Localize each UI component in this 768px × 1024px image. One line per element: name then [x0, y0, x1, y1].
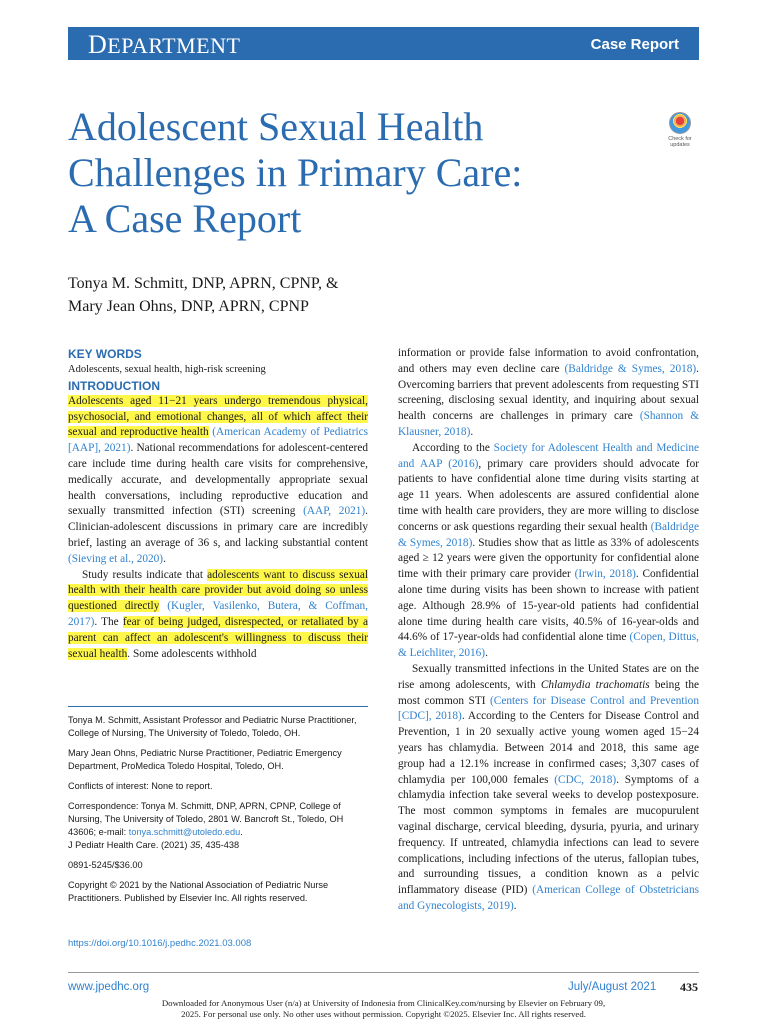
email-link[interactable]: tonya.schmitt@utoledo.edu [128, 827, 241, 837]
journal-pages: , 435-438 [200, 840, 240, 850]
doi-link[interactable]: https://doi.org/10.1016/j.pedhc.2021.03.008 [68, 938, 252, 949]
check-for-updates-badge[interactable] [659, 112, 701, 152]
body-text: , primary care providers should advocate for patients to have confidential alone time during visits starting at age 11 years. When adolescents are assured confidential alone time with health care providers, they are more willing to disclose concerns or ask questions regarding their sexual health [398, 457, 699, 533]
footer-divider [68, 972, 699, 973]
body-text: . Studies show that as little as 33% of adolescents aged ≥ 12 years were given the opportunity for confidential alone time with their primary care provider [398, 536, 699, 581]
author-affiliation-1: Tonya M. Schmitt, Assistant Professor and Pediatric Nurse Practitioner, College of Nursing, The University of Toledo, Toledo, OH. [68, 715, 357, 738]
correspondence-block [68, 800, 368, 852]
body-text: Study results indicate that [82, 568, 208, 581]
citation-link[interactable]: (Centers for Disease Control and Prevention [CDC], 2018) [398, 694, 699, 723]
author-list [68, 272, 339, 318]
crossmark-icon [669, 112, 691, 134]
highlight-text: Adolescents aged 11−21 years undergo tremendous physical, psychosocial, and emotional changes, all of which affect their sexual and reproductive health [68, 394, 368, 439]
citation-link[interactable]: (Copen, Dittus, & Leichliter, 2016) [398, 631, 700, 660]
citation-link[interactable]: (AAP, 2021) [303, 505, 366, 518]
citation-link[interactable]: (Baldridge & Symes, 2018) [564, 362, 697, 375]
department-banner [68, 27, 699, 60]
citation-link[interactable]: (American Academy of Pediatrics [AAP], 2021) [68, 426, 369, 455]
right-column [398, 346, 699, 915]
citation-link[interactable]: (Irwin, 2018) [574, 568, 636, 581]
download-notice-line-1: Downloaded for Anonymous User (n/a) at University of Indonesia from ClinicalKey.com/nursing by Elsevier on February 09, [161, 998, 606, 1008]
citation-link[interactable]: (Kugler, Vasilenko, Butera, & Coffman, 2017) [68, 600, 368, 628]
article-type: Case Report [590, 36, 679, 53]
citation-link[interactable]: (Baldridge & Symes, 2018) [398, 520, 699, 549]
body-text: . National recommendations for adolescent-centered care include time during health care visits for comprehensive, medically accurate, and developmentally appropriate sexual health conversations, including reproductive education and sexually transmitted infection (STI) screening [68, 442, 368, 518]
body-text: . [470, 425, 474, 438]
body-text: According to the [412, 441, 494, 454]
body-text: . Overcoming barriers that prevent adolescents from requesting STI screening, disclosing sexual identity, and inquiring about sexual health concerns are challenges in primary care [398, 362, 699, 423]
citation-link[interactable]: (American College of Obstetricians and Gynecologists, 2019) [398, 884, 699, 912]
body-text: . [485, 647, 488, 660]
correspondence-text: Correspondence: Tonya M. Schmitt, DNP, APRN, CPNP, College of Nursing, The University of Toledo, 2801 W. Bancroft St., Toledo, OH 43606; e-mail: [68, 801, 344, 837]
body-text: information or provide false information to avoid confrontation, and others may even decline care [398, 347, 699, 375]
intro-paragraph-2 [68, 568, 368, 663]
body-text: . Clinician-adolescent discussions in primary care are incredibly brief, lasting an average of 36 s, and lacking substantial content [68, 505, 368, 549]
download-notice [68, 998, 699, 1020]
citation-link[interactable]: (Shannon & Klausner, 2018) [398, 410, 699, 438]
body-text: . Confidential alone time during visits has been shown to increase with patient age. Although 28.9% of 15-year-old patients had confidential alone time during health care visits, 40.5% of 16-year-olds and 44.6% of 17-year-olds had confidential alone time [398, 568, 699, 644]
body-text: being the most common STI [398, 678, 699, 707]
body-text: . Some adolescents withhold [127, 647, 257, 660]
correspondence-end: . [240, 827, 243, 837]
journal-citation: J Pediatr Health Care. (2021) [68, 840, 191, 850]
title-line-2: Challenges in Primary Care: [68, 150, 523, 195]
citation-link[interactable]: Society for Adolescent Health and Medicine and AAP (2016) [398, 441, 699, 470]
body-text: . Symptoms of a chlamydia infection take several weeks to develop postexposure. The most common symptoms in females are mucopurulent vaginal discharge, cervical bleeding, dysuria, pyuria, and urinary frequency. If untreated, chlamydia infections can lead to severe complications, including infections of the uterus, fallopian tubes, and surrounding tissues, a condition known as a pelvic inflammatory disease (PID) [398, 773, 700, 897]
author-line-1: Tonya M. Schmitt, DNP, APRN, CPNP, & [68, 275, 339, 292]
title-line-3: A Case Report [68, 196, 302, 241]
highlight-text: fear of being judged, disrespected, or retaliated by a parent can affect an adolescent's willingness to discuss their sexual health [68, 615, 368, 660]
body-text: . [513, 899, 517, 912]
body-text: . The [94, 615, 123, 628]
keywords-heading: KEY WORDS [68, 347, 142, 361]
highlight-text: adolescents want to discuss sexual health with their health care provider but avoid doing so unless questioned directly [68, 568, 368, 613]
download-notice-line-2: 2025. For personal use only. No other uses without permission. Copyright ©2025. Elsevier Inc. All rights reserved. [181, 1009, 586, 1019]
issue-date: July/August 2021 [568, 981, 657, 993]
species-name: Chlamydia trachomatis [540, 678, 650, 691]
introduction-heading: INTRODUCTION [68, 378, 160, 393]
article-notes [68, 714, 368, 912]
department-label: DEPARTMENT [88, 30, 241, 59]
title-line-1: Adolescent Sexual Health [68, 104, 484, 149]
footnote-divider [68, 706, 368, 707]
keywords-text: Adolescents, sexual health, high-risk screening [68, 364, 266, 375]
citation-link[interactable]: (CDC, 2018) [554, 773, 617, 786]
body-text: Sexually transmitted infections in the United States are on the rise among adolescents, with [398, 662, 699, 691]
author-line-2: Mary Jean Ohns, DNP, APRN, CPNP [68, 298, 309, 315]
body-text: . According to the Centers for Disease Control and Prevention, 1 in 20 sexually active young women aged 15−24 years has chlamydia. Between 2014 and 2018, this same age group had a 12.1% increase in confirmed cases; 3,307 cases of chlamydia per 100,000 females [398, 710, 699, 786]
right-paragraph-2 [398, 441, 699, 662]
citation-link[interactable]: (Sieving et al., 2020) [68, 552, 164, 565]
author-affiliation-2: Mary Jean Ohns, Pediatric Nurse Practitioner, Pediatric Emergency Department, ProMedica Toledo Hospital, Toledo, OH. [68, 748, 342, 771]
body-text: . [163, 552, 166, 565]
issn: 0891-5245/$36.00 [68, 860, 143, 870]
intro-paragraph-1 [68, 394, 368, 568]
right-paragraph-3 [398, 662, 699, 915]
right-paragraph-1 [398, 346, 699, 441]
copyright-notice: Copyright © 2021 by the National Association of Pediatric Nurse Practitioners. Published by Elsevier Inc. All rights reserved. [68, 880, 329, 903]
journal-website-link[interactable]: www.jpedhc.org [68, 981, 150, 993]
check-for-updates-label: Check for updates [668, 136, 692, 148]
page-number: 435 [680, 980, 698, 994]
journal-volume: 35 [190, 840, 201, 850]
left-column [68, 346, 368, 662]
conflicts-statement: Conflicts of interest: None to report. [68, 781, 213, 791]
article-title [68, 104, 628, 242]
